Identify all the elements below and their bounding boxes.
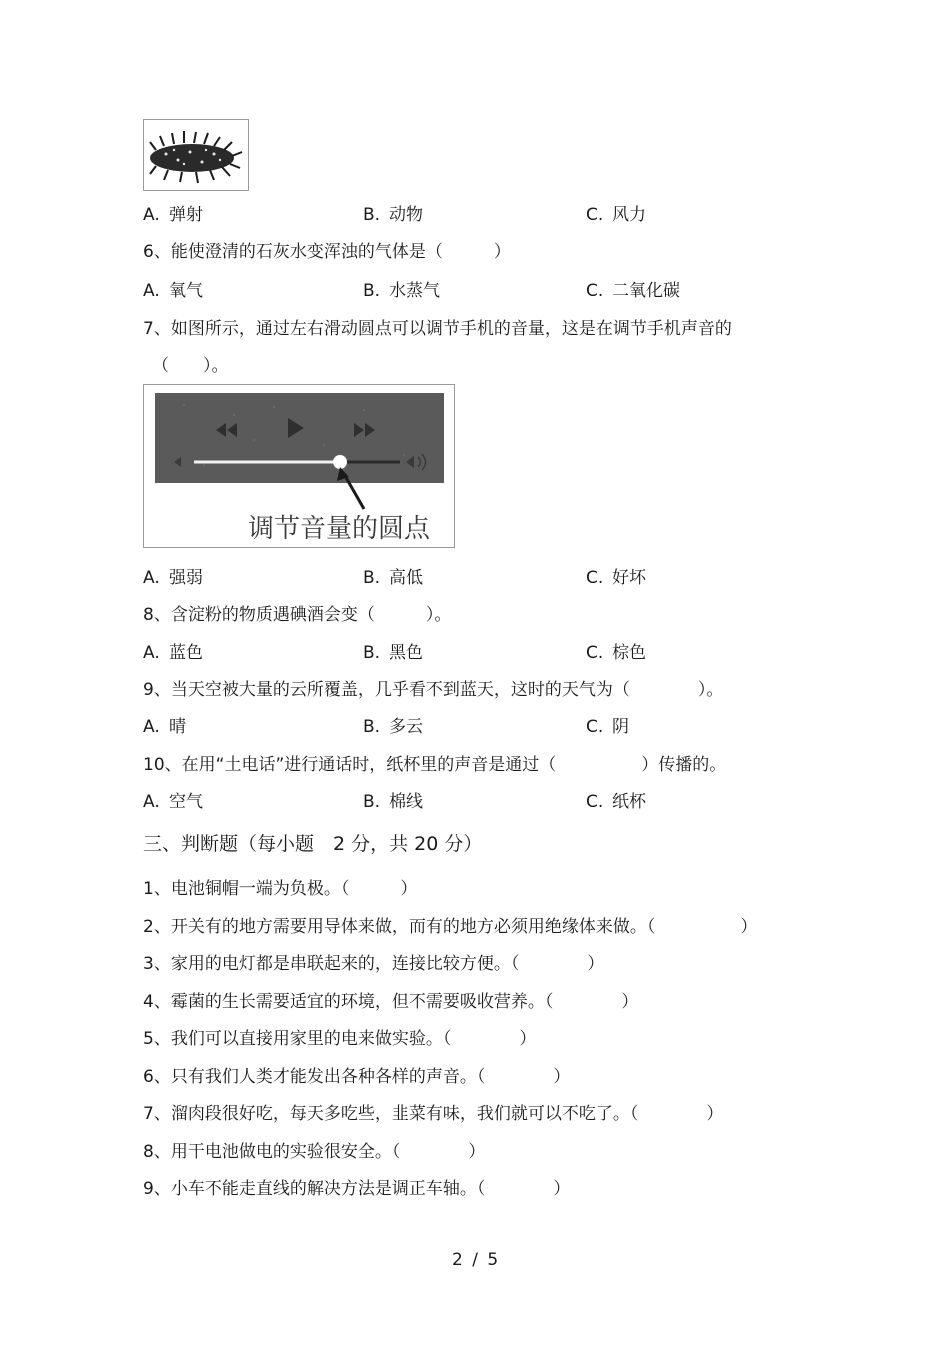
q8-option-a: A. 蓝色 <box>143 643 203 663</box>
judge-item-9: 9、小车不能走直线的解决方法是调正车轴。（ ） <box>143 1179 571 1199</box>
q8-option-b: B. 黑色 <box>363 643 423 663</box>
q7-option-b: B. 高低 <box>363 568 423 588</box>
phone-player-image <box>144 385 454 547</box>
volume-slider-figure <box>143 384 455 548</box>
figure-caption: 调节音量的圆点 <box>248 514 431 544</box>
q7-question-line1: 7、如图所示，通过左右滑动圆点可以调节手机的音量，这是在调节手机声音的 <box>143 319 732 339</box>
q9-option-a: A. 晴 <box>143 717 186 737</box>
volume-knob <box>333 455 347 469</box>
q10-question: 10、在用“土电话”进行通话时，纸杯里的声音是通过（ ）传播的。 <box>143 755 727 775</box>
q10-option-b: B. 棉线 <box>363 792 423 812</box>
seed-figure <box>143 119 249 191</box>
judge-item-1: 1、电池铜帽一端为负极。（ ） <box>143 879 418 899</box>
q6-option-c: C. 二氧化碳 <box>586 281 680 301</box>
q6-option-a: A. 氧气 <box>143 281 203 301</box>
q5-option-b: B. 动物 <box>363 205 423 225</box>
judge-item-4: 4、霉菌的生长需要适宜的环境，但不需要吸收营养。（ ） <box>143 992 639 1012</box>
judge-item-6: 6、只有我们人类才能发出各种各样的声音。（ ） <box>143 1067 571 1087</box>
q8-option-c: C. 棕色 <box>586 643 646 663</box>
q7-question-line2: （ ）。 <box>152 356 229 376</box>
q10-option-c: C. 纸杯 <box>586 792 646 812</box>
q10-option-a: A. 空气 <box>143 792 203 812</box>
judge-item-2: 2、开关有的地方需要用导体来做，而有的地方必须用绝缘体来做。（ ） <box>143 917 758 937</box>
q5-option-a: A. 弹射 <box>143 205 203 225</box>
judge-item-7: 7、溜肉段很好吃，每天多吃些，韭菜有味，我们就可以不吃了。（ ） <box>143 1104 724 1124</box>
q7-option-c: C. 好坏 <box>586 568 646 588</box>
q6-question: 6、能使澄清的石灰水变浑浊的气体是（ ） <box>143 242 511 262</box>
q9-option-b: B. 多云 <box>363 717 423 737</box>
q6-option-b: B. 水蒸气 <box>363 281 440 301</box>
q8-question: 8、含淀粉的物质遇碘酒会变（ ）。 <box>143 605 452 625</box>
q9-option-c: C. 阴 <box>586 717 629 737</box>
section-title: 三、判断题（每小题 2 分，共 20 分） <box>143 833 483 855</box>
q5-option-c: C. 风力 <box>586 205 646 225</box>
judge-item-8: 8、用干电池做电的实验很安全。（ ） <box>143 1142 486 1162</box>
page-number: 2 / 5 <box>452 1250 501 1270</box>
judge-item-3: 3、家用的电灯都是串联起来的，连接比较方便。（ ） <box>143 954 605 974</box>
q7-option-a: A. 强弱 <box>143 568 203 588</box>
q9-question: 9、当天空被大量的云所覆盖，几乎看不到蓝天，这时的天气为（ ）。 <box>143 680 724 700</box>
judge-item-5: 5、我们可以直接用家里的电来做实验。（ ） <box>143 1029 537 1049</box>
spiky-seed-image <box>144 120 248 190</box>
